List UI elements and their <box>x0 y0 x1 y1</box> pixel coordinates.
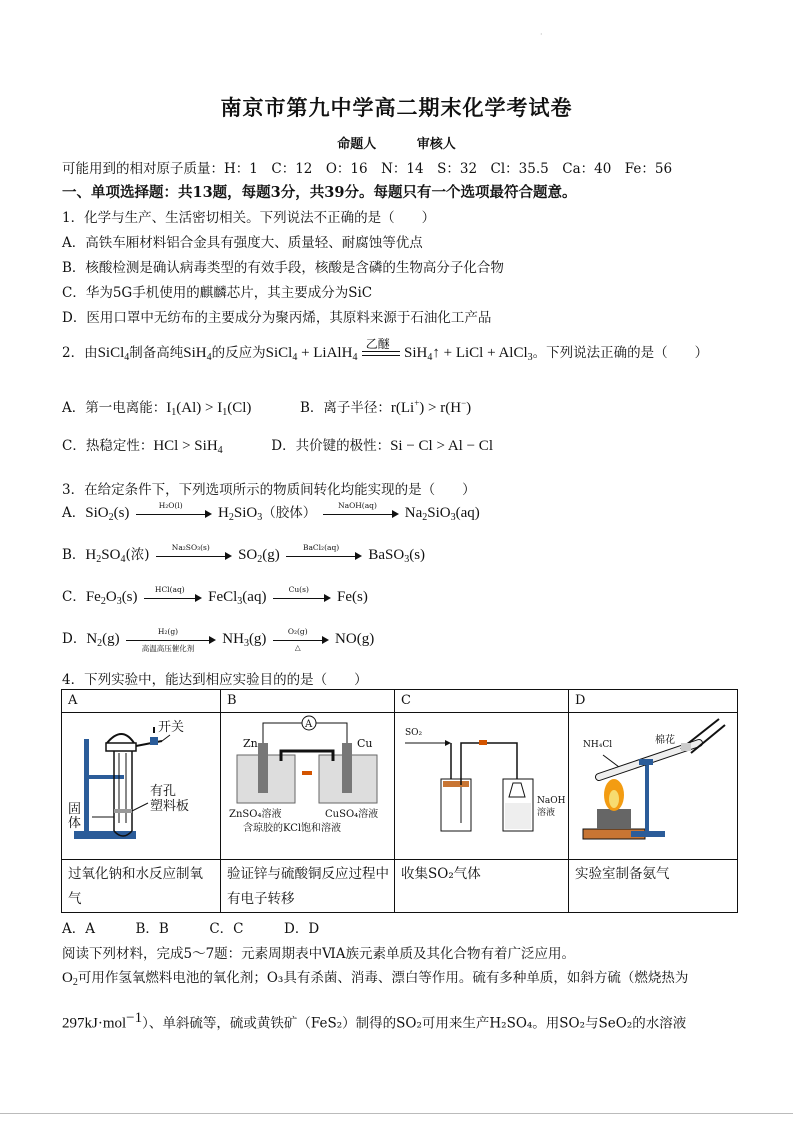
reading-line-2: $O_2$可用作氢氧燃料电池的氧化剂；O₃具有杀菌、消毒、漂白等作用。硫有多种单质，如斜方硫（燃烧热为 <box>62 970 689 988</box>
svg-text:NH₄Cl: NH₄Cl <box>583 740 613 750</box>
authors <box>0 133 793 152</box>
svg-text:有孔: 有孔 <box>150 784 177 799</box>
svg-text:溶液: 溶液 <box>537 808 556 818</box>
scan-dot: · <box>540 30 543 39</box>
page-bottom-rule <box>0 1113 793 1114</box>
svg-text:棉花: 棉花 <box>655 735 675 746</box>
q1-option-b: B．核酸检测是确认病毒类型的有效手段，核酸是含磷的生物高分子化合物 <box>62 260 504 276</box>
q3d-arrow-2: O₂(g) △ <box>273 634 329 646</box>
q3b-arrow-2: BaCl₂(aq) <box>286 550 362 562</box>
svg-text:A: A <box>305 719 313 730</box>
q3c-arrow-1: HCl(aq) <box>144 592 202 604</box>
q3d-arrow-1: H₂(g) 高温高压催化剂 <box>126 634 216 646</box>
table-header-c: C <box>395 690 569 713</box>
table-header-d: D <box>569 690 738 713</box>
apparatus-b-cell <box>221 713 395 860</box>
apparatus-b-diagram <box>221 713 391 859</box>
svg-text:开关: 开关 <box>158 720 185 735</box>
apparatus-c-diagram <box>395 713 565 859</box>
q1-option-c: C．华为5G手机使用的麒麟芯片，其主要成分为SiC <box>62 285 373 301</box>
apparatus-d-cell <box>569 713 738 860</box>
experiment-table <box>61 689 738 913</box>
q3c-arrow-2: Cu(s) <box>273 592 331 604</box>
q3-stem: 3．在给定条件下，下列选项所示的物质间转化均能实现的是（ ） <box>62 482 476 498</box>
table-header-a: A <box>62 690 221 713</box>
svg-text:CuSO₄溶液: CuSO₄溶液 <box>325 809 379 820</box>
q3-option-c: C．$Fe_2O_3(s)$ HCl(aq) FeCl$_3$(aq) Cu(s) Fe(s) <box>62 584 368 607</box>
reading-line-3: 297kJ·mol$^{-1}$）、单斜硫等，硫或黄铁矿（FeS₂）制得的SO₂可用来生产H₂SO₄。用SO₂与SeO₂的水溶液 <box>62 1010 687 1032</box>
svg-text:含琼胶的KCl饱和溶液: 含琼胶的KCl饱和溶液 <box>243 823 342 834</box>
section-1-heading: 一、单项选择题：共13题，每题3分，共39分。每题只有一个选项最符合题意。 <box>62 184 577 201</box>
apparatus-a-diagram <box>62 713 217 859</box>
q1-option-a: A．高铁车厢材料铝合金具有强度大、质量轻、耐腐蚀等优点 <box>62 235 423 251</box>
page-title: 南京市第九中学高二期末化学考试卷 <box>220 95 573 120</box>
caption-c: 收集SO₂气体 <box>395 860 569 913</box>
svg-text:体: 体 <box>68 816 82 831</box>
svg-text:Zn: Zn <box>243 737 258 750</box>
svg-text:SO₂: SO₂ <box>405 728 423 738</box>
q3b-arrow-1: Na₂SO₃(s) <box>156 550 232 562</box>
caption-a: 过氧化钠和水反应制氧气 <box>62 860 221 913</box>
q3-option-d: D．$N_2(g)$ H₂(g) 高温高压催化剂 $NH_3(g)$ O₂(g) △ NO(g) <box>62 626 375 653</box>
q2-options-ab: A．第一电离能：$I_1(Al) > I_1(Cl)$ B．离子半径：r(Li+) > r(H−) <box>62 398 472 418</box>
svg-text:ZnSO₄溶液: ZnSO₄溶液 <box>229 809 282 820</box>
q2-options-cd: C．热稳定性：HCl > SiH$_4$ D．共价键的极性：Si − Cl > Al − Cl <box>62 438 493 456</box>
svg-text:Cu: Cu <box>357 737 373 750</box>
svg-text:塑料板: 塑料板 <box>150 799 190 814</box>
q2-stem: 2．由SiCl$_4$制备高纯SiH$_4$的反应为SiCl$_4$ + LiAlH$_4$ 乙醚 SiH$_4$↑ + LiCl + AlCl$_3$。下列说法正确的是（ ） <box>62 336 709 363</box>
q3-option-a: A．SiO$_2$(s) H₂O(l) $H_2SiO_3$（胶体） NaOH(aq) $Na_2SiO_3(aq)$ <box>62 500 480 523</box>
q1-stem: 1．化学与生产、生活密切相关。下列说法不正确的是（ ） <box>62 210 436 226</box>
q3a-arrow-1: H₂O(l) <box>136 508 212 520</box>
apparatus-a-cell <box>62 713 221 860</box>
q2-condition: 乙醚 <box>362 347 400 361</box>
reviewer-label: 审核人 <box>416 137 456 152</box>
table-header-b: B <box>221 690 395 713</box>
q1-option-d: D．医用口罩中无纺布的主要成分为聚丙烯，其原料来源于石油化工产品 <box>62 310 492 326</box>
q3-option-b: B．$H_2SO_4$(浓) Na₂SO₃(s) $SO_2(g)$ BaCl₂(aq) BaSO$_3$(s) <box>62 542 426 565</box>
q4-options: A．A B．B C．C D．D <box>62 921 320 937</box>
svg-text:固: 固 <box>68 802 82 817</box>
setter-label: 命题人 <box>337 137 377 152</box>
reading-line-1: 阅读下列材料，完成5～7题：元素周期表中ⅥA族元素单质及其化合物有着广泛应用。 <box>62 946 576 962</box>
caption-b: 验证锌与硫酸铜反应过程中有电子转移 <box>221 860 395 913</box>
q3a-arrow-2: NaOH(aq) <box>323 508 399 520</box>
atomic-masses: 可能用到的相对原子质量：H：1 C：12 O：16 N：14 S：32 Cl：35.5 Ca：40 Fe：56 <box>62 161 673 177</box>
apparatus-d-diagram <box>569 713 737 859</box>
caption-d: 实验室制备氨气 <box>569 860 738 913</box>
apparatus-c-cell <box>395 713 569 860</box>
svg-text:NaOH: NaOH <box>537 796 565 806</box>
q4-stem: 4．下列实验中，能达到相应实验目的的是（ ） <box>62 672 368 688</box>
